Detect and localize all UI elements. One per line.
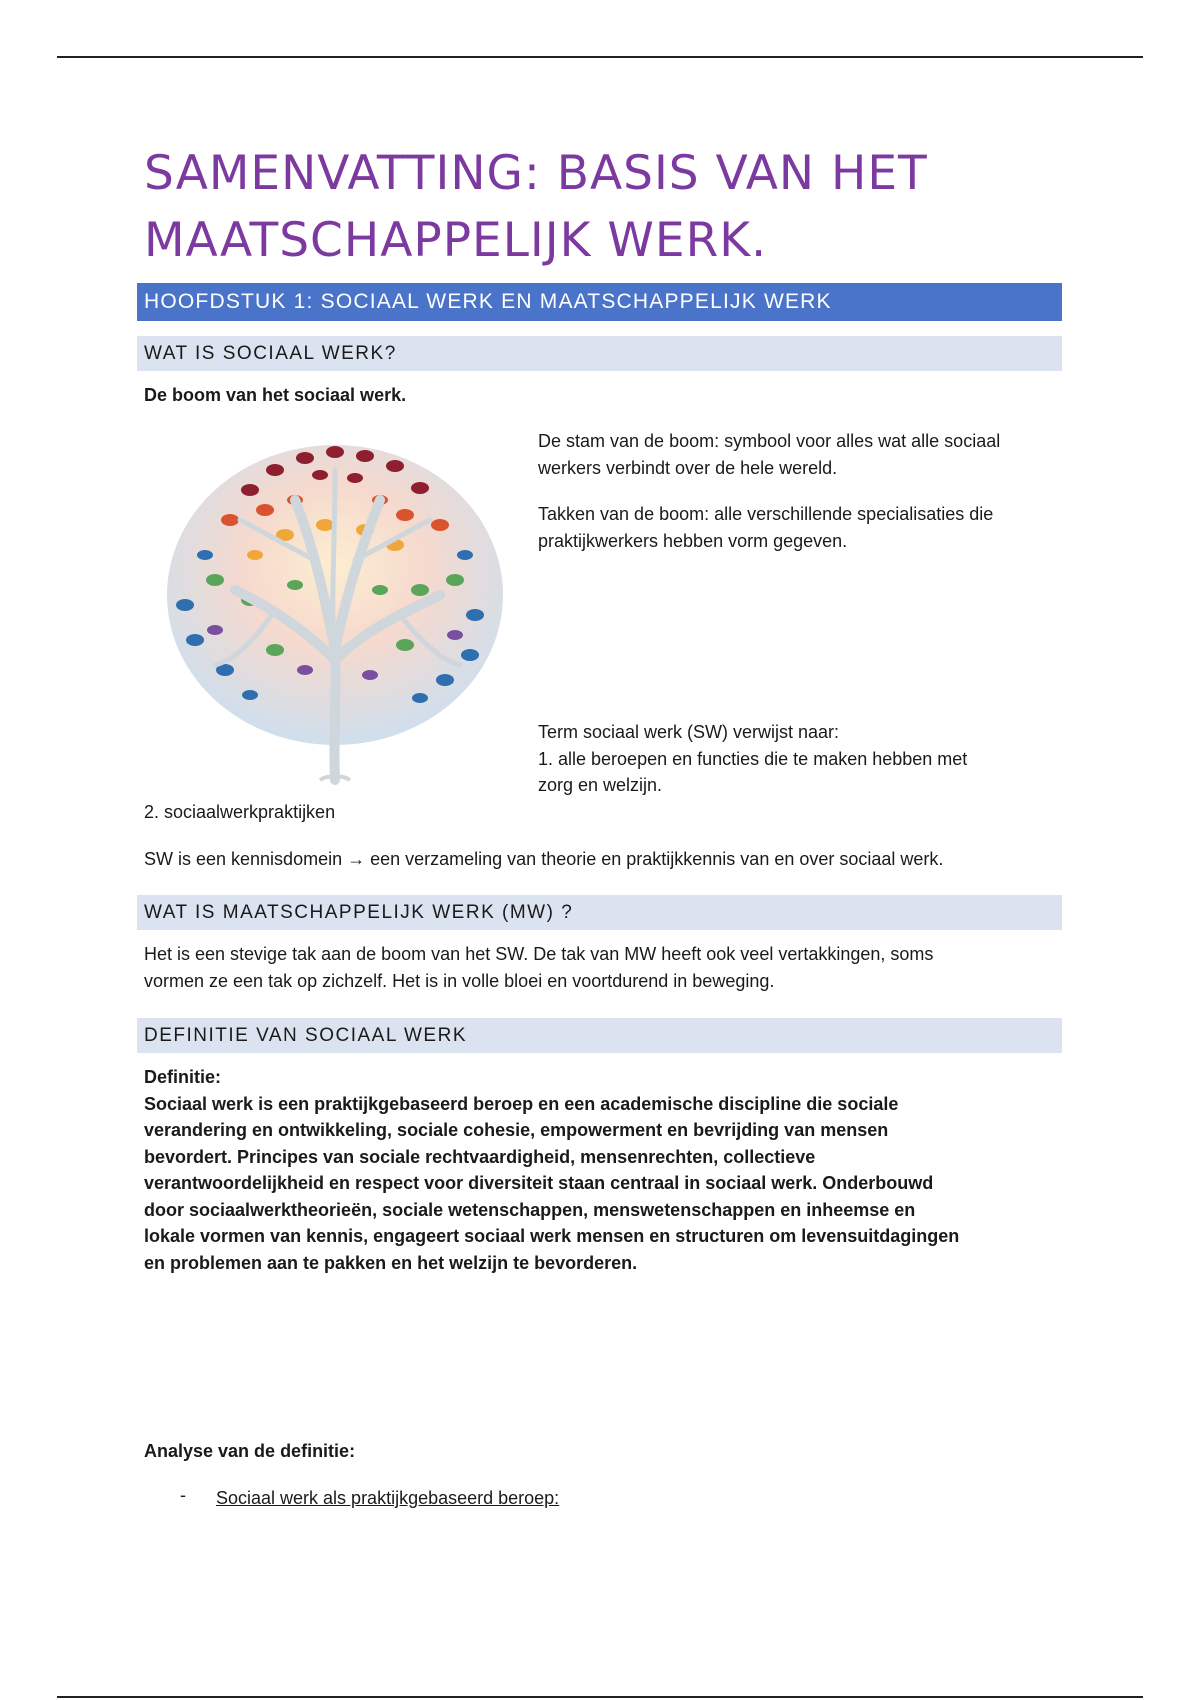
definitie-line-2: verandering en ontwikkeling, sociale cohesie, empowerment en bevrijding van mensen	[144, 1120, 889, 1140]
stam-line-2: werkers verbindt over de hele wereld.	[538, 457, 838, 478]
takken-line-2: praktijkwerkers hebben vorm gegeven.	[538, 530, 848, 551]
stam-paragraph	[538, 428, 1068, 481]
term-paragraph	[538, 719, 1068, 799]
section-heading-definitie: DEFINITIE VAN SOCIAAL WERK	[137, 1018, 1062, 1053]
mw-paragraph	[144, 941, 933, 994]
kennisdomein-text: SW is een kennisdomein → een verzameling van theorie en praktijkkennis van en over sociaal werk.	[144, 849, 944, 869]
takken-paragraph	[538, 501, 1068, 554]
chapter-heading: HOOFDSTUK 1: SOCIAAL WERK EN MAATSCHAPPELIJK WERK	[137, 283, 1062, 321]
section-heading-maatschappelijk-werk: WAT IS MAATSCHAPPELIJK WERK (MW) ?	[137, 895, 1062, 930]
definitie-line-6: lokale vormen van kennis, engageert sociaal werk mensen en structuren om levensuitdagingen	[144, 1226, 960, 1246]
term-item-2: 2. sociaalwerkpraktijken	[144, 802, 336, 822]
definitie-line-3: bevordert. Principes van sociale rechtvaardigheid, mensenrechten, collectieve	[144, 1146, 816, 1167]
bottom-rule	[57, 1696, 1143, 1698]
subheading-boom: De boom van het sociaal werk.	[144, 385, 407, 405]
stam-line-1: De stam van de boom: symbool voor alles wat alle sociaal	[538, 431, 1001, 451]
section-heading-sociaal-werk: WAT IS SOCIAAL WERK?	[137, 336, 1062, 371]
analyse-label: Analyse van de definitie:	[144, 1441, 356, 1461]
title-line-1: SAMENVATTING: BASIS VAN HET	[144, 146, 928, 201]
mw-line-2: vormen ze een tak op zichzelf. Het is in volle bloei en voortdurend in beweging.	[144, 970, 775, 991]
tree-illustration-icon	[155, 430, 515, 790]
top-rule	[57, 56, 1143, 58]
takken-line-1: Takken van de boom: alle verschillende specialisaties die	[538, 504, 994, 524]
term-intro: Term sociaal werk (SW) verwijst naar:	[538, 722, 840, 742]
bullet-praktijkgebaseerd: Sociaal werk als praktijkgebaseerd beroep:	[216, 1488, 560, 1508]
document-title	[144, 140, 1044, 274]
definitie-line-5: door sociaalwerktheorieën, sociale wetenschappen, menswetenschappen en inheemse en	[144, 1199, 916, 1220]
term-item-1-line-1: 1. alle beroepen en functies die te maken hebben met	[538, 748, 968, 769]
definitie-line-4: verantwoordelijkheid en respect voor diversiteit staan centraal in sociaal werk. Onderbouwd	[144, 1173, 934, 1193]
term-item-1-line-2: zorg en welzijn.	[538, 775, 663, 795]
mw-line-1: Het is een stevige tak aan de boom van het SW. De tak van MW heeft ook veel vertakkingen, soms	[144, 944, 934, 964]
bullet-dash: -	[180, 1485, 186, 1505]
definitie-line-7: en problemen aan te pakken en het welzijn te bevorderen.	[144, 1252, 638, 1273]
definitie-line-1: Sociaal werk is een praktijkgebaseerd beroep en een academische discipline die sociale	[144, 1093, 899, 1114]
definitie-block	[144, 1064, 1074, 1276]
definitie-label: Definitie:	[144, 1067, 222, 1087]
title-line-2: MAATSCHAPPELIJK WERK.	[144, 213, 768, 268]
